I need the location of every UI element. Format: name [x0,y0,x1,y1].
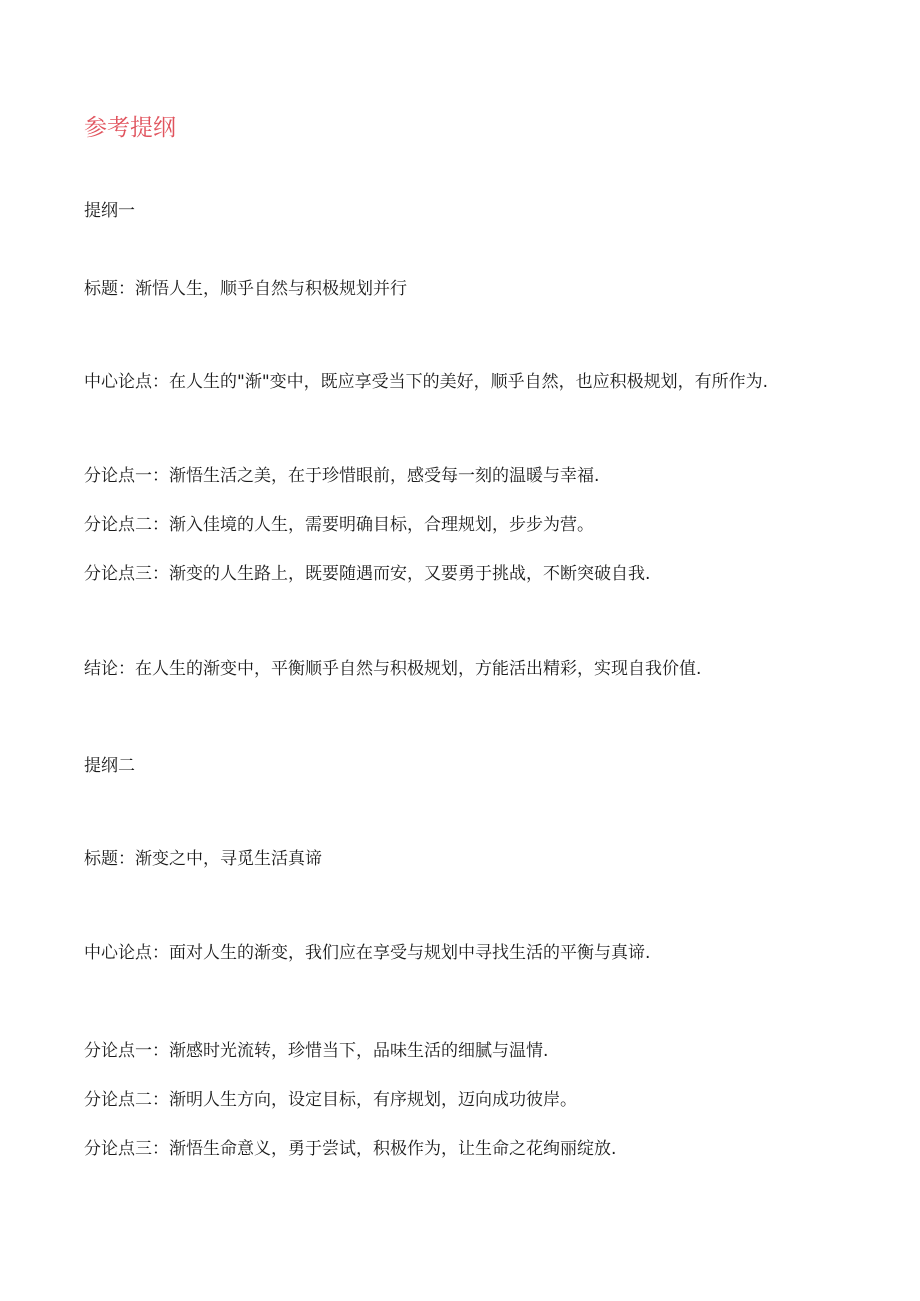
outline2-title: 标题：渐变之中，寻觅生活真谛 [84,849,322,869]
outline2-point-3: 分论点三：渐悟生命意义，勇于尝试，积极作为，让生命之花绚丽绽放. [84,1139,617,1159]
reference-outline-heading: 参考提纲 [84,115,176,141]
outline2-label: 提纲二 [84,756,135,776]
outline2-point-2: 分论点二：渐明人生方向，设定目标，有序规划，迈向成功彼岸。 [84,1090,577,1110]
outline1-point-3: 分论点三：渐变的人生路上，既要随遇而安，又要勇于挑战，不断突破自我. [84,564,651,584]
outline1-thesis: 中心论点：在人生的"渐"变中，既应享受当下的美好，顺乎自然，也应积极规划，有所作为. [84,372,769,392]
outline1-point-2: 分论点二：渐入佳境的人生，需要明确目标，合理规划，步步为营。 [84,515,594,535]
outline1-label: 提纲一 [84,201,135,221]
outline2-thesis: 中心论点：面对人生的渐变，我们应在享受与规划中寻找生活的平衡与真谛. [84,943,651,963]
outline1-title: 标题：渐悟人生，顺乎自然与积极规划并行 [84,279,407,299]
outline1-conclusion: 结论：在人生的渐变中，平衡顺乎自然与积极规划，方能活出精彩，实现自我价值. [84,659,702,679]
outline2-point-1: 分论点一：渐感时光流转，珍惜当下，品味生活的细腻与温情. [84,1041,549,1061]
outline1-point-1: 分论点一：渐悟生活之美，在于珍惜眼前，感受每一刻的温暖与幸福. [84,466,600,486]
